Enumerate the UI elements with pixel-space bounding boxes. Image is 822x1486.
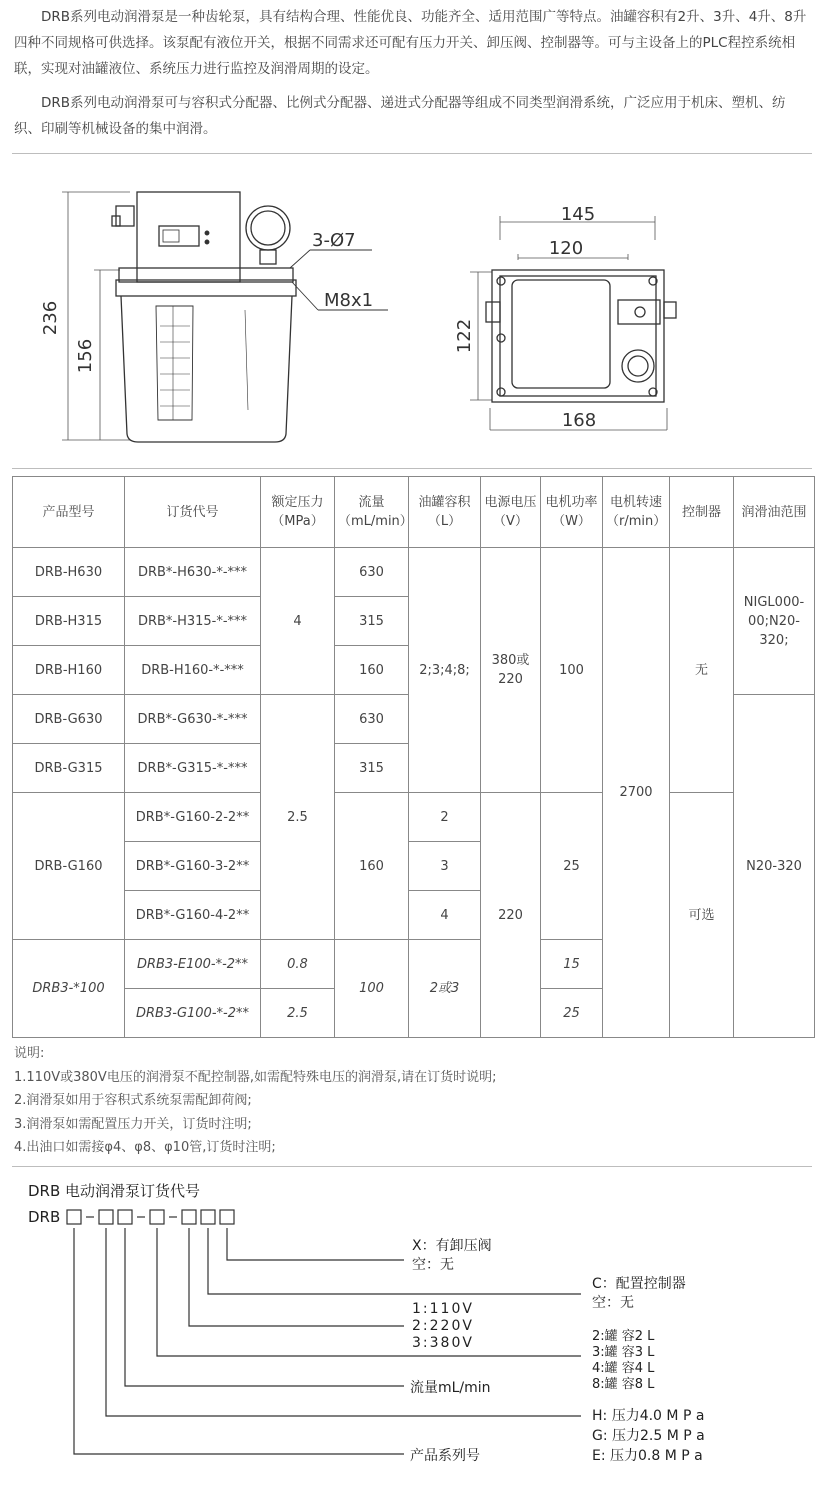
code-cell: DRB*-H630-*-***: [125, 548, 261, 597]
model-cell: DRB-G630: [13, 695, 125, 744]
dim-156: 156: [75, 338, 96, 374]
order-title: DRB 电动润滑泵订货代号: [28, 1182, 201, 1200]
opt-v1: 1:110V: [412, 1301, 474, 1317]
hole-callout: 3-Ø7: [312, 230, 356, 251]
controller-cell: 无: [670, 548, 734, 793]
speed-cell: 2700: [603, 548, 670, 1038]
order-code-diagram: [0, 1170, 822, 1480]
code-cell: DRB*-H315-*-***: [125, 597, 261, 646]
code-cell: DRB-H160-*-***: [125, 646, 261, 695]
tank-cell: 3: [409, 842, 481, 891]
dim-236: 236: [40, 300, 61, 336]
opt-pe: E: 压力0.8 M P a: [592, 1448, 703, 1464]
divider-3: [12, 1166, 812, 1167]
col-header: 订货代号: [125, 477, 261, 548]
dim-120: 120: [548, 238, 584, 259]
tank-cell: 2: [409, 793, 481, 842]
note-item: 2.润滑泵如用于容积式系统泵需配卸荷阀;: [14, 1093, 252, 1108]
spec-table: [12, 476, 815, 1038]
code-cell: DRB*-G160-3-2**: [125, 842, 261, 891]
note-item: 4.出油口如需接φ4、φ8、φ10管,订货时注明;: [14, 1140, 276, 1155]
pressure-cell: 4: [261, 548, 335, 695]
opt-c-ctrl: C：配置控制器: [592, 1276, 686, 1292]
code-cell: DRB3-E100-*-2**: [125, 940, 261, 989]
notes: [14, 1042, 496, 1160]
divider-2: [12, 468, 812, 469]
opt-t4: 4:罐 容4 L: [592, 1361, 655, 1376]
opt-v3: 3:380V: [412, 1335, 474, 1351]
flow-cell: 100: [335, 940, 409, 1038]
code-cell: DRB*-G160-4-2**: [125, 891, 261, 940]
opt-v2: 2:220V: [412, 1318, 474, 1334]
voltage-cell: 380或220: [481, 548, 541, 793]
opt-flow: 流量mL/min: [410, 1380, 491, 1396]
code-cell: DRB*-G315-*-***: [125, 744, 261, 793]
flow-cell: 315: [335, 744, 409, 793]
col-header: 油罐容积（L）: [409, 477, 481, 548]
voltage-cell: 220: [481, 793, 541, 1038]
flow-cell: 630: [335, 548, 409, 597]
power-cell: 25: [541, 989, 603, 1038]
code-cell: DRB3-G100-*-2**: [125, 989, 261, 1038]
pressure-cell: 2.5: [261, 989, 335, 1038]
opt-x-none: 空：无: [412, 1257, 454, 1273]
dim-168: 168: [561, 410, 597, 431]
flow-cell: 630: [335, 695, 409, 744]
power-cell: 100: [541, 548, 603, 793]
controller-cell: 可选: [670, 793, 734, 1038]
col-header: 流量（mL/min）: [335, 477, 409, 548]
opt-series: 产品系列号: [410, 1448, 480, 1464]
power-cell: 25: [541, 793, 603, 940]
intro-text-2: [14, 90, 810, 142]
thread-callout: M8x1: [324, 290, 374, 311]
dimension-drawing: [0, 160, 822, 460]
power-cell: 15: [541, 940, 603, 989]
table-row: [13, 548, 815, 597]
intro-paragraph-2: DRB系列电动润滑泵可与容积式分配器、比例式分配器、递进式分配器等组成不同类型润滑系统，广泛应用于机床、塑机、纺织、印刷等机械设备的集中润滑。: [14, 95, 786, 137]
col-header: 额定压力（MPa）: [261, 477, 335, 548]
col-header: 电机功率（W）: [541, 477, 603, 548]
flow-cell: 315: [335, 597, 409, 646]
table-row: [13, 793, 815, 842]
tank-cell: 4: [409, 891, 481, 940]
oil-cell: N20-320: [734, 695, 815, 1038]
intro-paragraph-1: DRB系列电动润滑泵是一种齿轮泵，具有结构合理、性能优良、功能齐全、适用范围广等特点。油罐容积有2升、3升、4升、8升四种不同规格可供选择。该泵配有液位开关，根据不同需求还可配有压力开关、卸压阀、控制器等。可与主设备上的PLC程控系统相联，实现对油罐液位、系统压力进行监控及润滑周期的设定。: [14, 9, 807, 77]
pressure-cell: 2.5: [261, 695, 335, 940]
note-item: 3.润滑泵如需配置压力开关，订货时注明;: [14, 1116, 252, 1132]
opt-pg: G: 压力2.5 M P a: [592, 1428, 705, 1444]
oil-cell: NIGL000-00;N20-320;: [734, 548, 815, 695]
col-header: 润滑油范围: [734, 477, 815, 548]
model-cell: DRB-G315: [13, 744, 125, 793]
intro-text: [14, 4, 810, 82]
order-prefix: DRB: [28, 1208, 61, 1226]
model-cell: DRB-H315: [13, 597, 125, 646]
opt-t2: 2:罐 容2 L: [592, 1329, 655, 1344]
model-cell: DRB-H160: [13, 646, 125, 695]
opt-t3: 3:罐 容3 L: [592, 1345, 655, 1360]
model-cell: DRB3-*100: [13, 940, 125, 1038]
code-cell: DRB*-G630-*-***: [125, 695, 261, 744]
divider: [12, 153, 812, 154]
tank-cell: 2或3: [409, 940, 481, 1038]
flow-cell: 160: [335, 646, 409, 695]
note-item: 1.110V或380V电压的润滑泵不配控制器,如需配特殊电压的润滑泵,请在订货时说明;: [14, 1069, 497, 1085]
col-header: 控制器: [670, 477, 734, 548]
pressure-cell: 0.8: [261, 940, 335, 989]
opt-ph: H: 压力4.0 M P a: [592, 1408, 705, 1424]
opt-c-none: 空：无: [592, 1295, 634, 1311]
col-header: 电源电压（V）: [481, 477, 541, 548]
col-header: 产品型号: [13, 477, 125, 548]
opt-t8: 8:罐 容8 L: [592, 1377, 655, 1392]
model-cell: DRB-G160: [13, 793, 125, 940]
tank-cell: 2;3;4;8;: [409, 548, 481, 793]
dim-145: 145: [560, 204, 596, 225]
opt-x-valve: X：有卸压阀: [412, 1238, 492, 1254]
notes-title: 说明:: [14, 1046, 45, 1061]
code-cell: DRB*-G160-2-2**: [125, 793, 261, 842]
table-header-row: [13, 477, 815, 548]
model-cell: DRB-H630: [13, 548, 125, 597]
dim-122: 122: [454, 318, 475, 354]
col-header: 电机转速（r/min）: [603, 477, 670, 548]
flow-cell: 160: [335, 793, 409, 940]
